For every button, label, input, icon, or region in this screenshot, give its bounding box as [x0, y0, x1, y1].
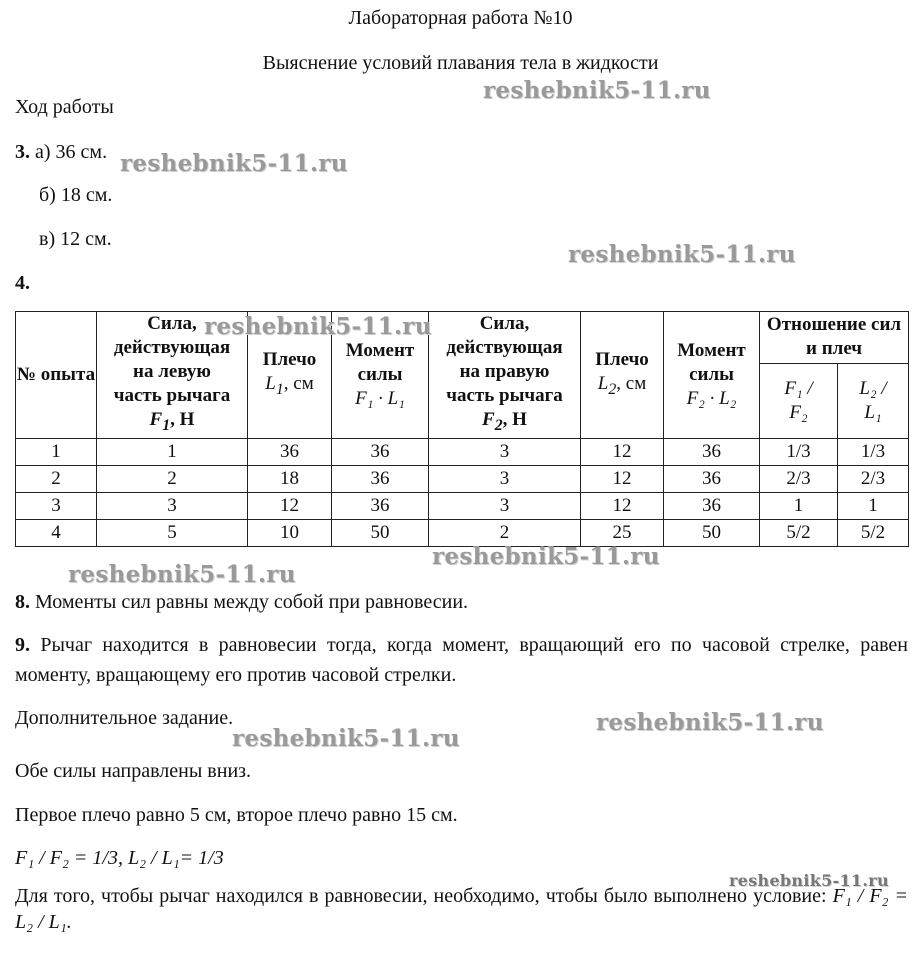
- item-3-b: б) 18 см.: [39, 184, 113, 206]
- header-left-arm-word: Плечо: [262, 349, 317, 370]
- header-left-force-line1: Сила,: [147, 313, 197, 334]
- header-right-moment-line2: силы: [689, 363, 734, 385]
- cell: 36: [248, 438, 332, 465]
- header-right-force-line3: на правую: [459, 361, 550, 382]
- header-right-arm: [581, 312, 664, 439]
- cell: 2: [97, 465, 248, 492]
- cell: 5/2: [760, 519, 838, 546]
- extra-task-p2: Первое плечо равно 5 см, второе плечо равно 15 см.: [15, 804, 458, 826]
- cell: 36: [664, 438, 760, 465]
- header-right-force-line1: Сила,: [479, 313, 530, 334]
- page-title: Лабораторная работа №10: [348, 7, 573, 29]
- extra-task-p3: [15, 883, 908, 935]
- item-3-number: 3.: [15, 141, 30, 163]
- item-3-c: в) 12 см.: [39, 228, 112, 250]
- header-left-force-line4: часть рычага: [113, 385, 231, 406]
- header-ratio-forces: [760, 363, 838, 438]
- header-ratio-arms-bottom: L₁: [864, 401, 882, 423]
- cell: 2/3: [838, 465, 909, 492]
- cell: 4: [16, 519, 97, 546]
- formula-f2-l2: F₂ · L₂: [686, 387, 737, 409]
- item-4: [15, 271, 30, 295]
- cell: 1: [838, 492, 909, 519]
- cell: 3: [16, 492, 97, 519]
- header-right-moment-line1: Момент: [677, 339, 746, 361]
- cell: 2: [429, 519, 581, 546]
- cell: 12: [581, 492, 664, 519]
- extra-task-title: Дополнительное задание.: [15, 707, 234, 729]
- cell: 36: [664, 492, 760, 519]
- item-9-number: 9.: [15, 634, 30, 656]
- item-9-text: Рычаг находится в равновесии тогда, когда момент, вращающий его по часовой стрелке, равен моменту, вращающему его против часовой стрелки.: [15, 634, 909, 686]
- item-3-a: а) 36 см.: [35, 141, 108, 163]
- cell: 12: [248, 492, 332, 519]
- cell: 3: [97, 492, 248, 519]
- cell: 5/2: [838, 519, 909, 546]
- watermark: reshebnik5-11.ru: [729, 871, 889, 890]
- cell: 10: [248, 519, 332, 546]
- item-8-number: 8.: [15, 591, 30, 613]
- header-left-force-line2: действующая: [113, 337, 231, 358]
- symbol-f1-sub: 1: [162, 416, 171, 434]
- watermark: reshebnik5-11.ru: [432, 543, 660, 570]
- item-4-number: 4.: [15, 272, 30, 294]
- cell: 1: [16, 438, 97, 465]
- header-right-moment: [664, 312, 760, 439]
- header-ratio-group: Отношение сил и плеч: [760, 312, 909, 364]
- watermark: reshebnik5-11.ru: [232, 725, 460, 752]
- symbol-f1: F: [149, 409, 163, 430]
- header-ratio-arms-top: L₂ /: [859, 377, 887, 399]
- watermark: reshebnik5-11.ru: [596, 709, 824, 736]
- cell: 36: [332, 465, 429, 492]
- cell: 36: [332, 438, 429, 465]
- watermark: reshebnik5-11.ru: [68, 561, 296, 588]
- symbol-l2-sub: 2: [608, 380, 617, 398]
- watermark: reshebnik5-11.ru: [120, 150, 348, 177]
- cell: 18: [248, 465, 332, 492]
- symbol-f2-sub: 2: [494, 416, 503, 434]
- extra-task-p1: Обе силы направлены вниз.: [15, 760, 252, 782]
- unit-newton-right: , Н: [502, 409, 527, 430]
- page-subtitle: Выяснение условий плавания тела в жидкости: [262, 52, 659, 74]
- cell: 36: [332, 492, 429, 519]
- watermark: reshebnik5-11.ru: [483, 77, 711, 104]
- cell: 2: [16, 465, 97, 492]
- cell: 5: [97, 519, 248, 546]
- item-9: [15, 630, 908, 690]
- header-ratio-forces-bottom: F₂: [789, 401, 808, 423]
- section-heading: Ход работы: [15, 96, 114, 118]
- header-right-arm-word: Плечо: [595, 349, 649, 370]
- symbol-l1: L: [265, 373, 276, 394]
- symbol-l1-sub: 1: [275, 380, 284, 398]
- symbol-f2: F: [482, 409, 495, 430]
- formula-f1-l1: F₁ · L₁: [355, 387, 405, 409]
- watermark: reshebnik5-11.ru: [568, 241, 796, 268]
- item-8-text: Моменты сил равны между собой при равновесии.: [35, 591, 469, 613]
- header-left-moment-line1: Момент: [345, 339, 415, 361]
- cell: 1/3: [838, 438, 909, 465]
- cell: 36: [664, 465, 760, 492]
- item-3: [15, 140, 107, 164]
- unit-cm-right: , см: [616, 373, 647, 394]
- cell: 1: [760, 492, 838, 519]
- cell: 1: [97, 438, 248, 465]
- table-row: [16, 438, 909, 465]
- header-ratio-arms: [838, 363, 909, 438]
- header-right-force: [429, 312, 581, 439]
- extra-task-p3-text: Для того, чтобы рычаг находился в равновесии, необходимо, чтобы было выполнено условие:: [15, 885, 827, 907]
- cell: 3: [429, 492, 581, 519]
- lever-table: [15, 311, 909, 547]
- extra-task-condition: F₁ / F₂ = L₂ / L₁.: [15, 885, 909, 933]
- cell: 3: [429, 438, 581, 465]
- watermark: reshebnik5-11.ru: [204, 313, 432, 340]
- header-left-force-line3: на левую: [133, 361, 211, 382]
- cell: 50: [664, 519, 760, 546]
- cell: 12: [581, 438, 664, 465]
- table-body: [16, 438, 909, 546]
- header-experiment-number: № опыта: [16, 312, 97, 439]
- cell: 50: [332, 519, 429, 546]
- cell: 3: [429, 465, 581, 492]
- header-left-moment-line2: силы: [357, 363, 403, 385]
- unit-cm-left: , см: [283, 373, 314, 394]
- extra-task-formula: F₁ / F₂ = 1/3, L₂ / L₁= 1/3: [15, 847, 224, 869]
- cell: 12: [581, 465, 664, 492]
- header-ratio-forces-top: F₁ /: [784, 377, 813, 399]
- table-row: [16, 465, 909, 492]
- symbol-l2: L: [597, 373, 609, 394]
- cell: 2/3: [760, 465, 838, 492]
- unit-newton-left: , Н: [170, 409, 195, 430]
- table-row: [16, 492, 909, 519]
- header-right-force-line2: действующая: [446, 337, 563, 358]
- cell: 25: [581, 519, 664, 546]
- header-right-force-line4: часть рычага: [446, 385, 563, 406]
- item-8: [15, 587, 908, 617]
- cell: 1/3: [760, 438, 838, 465]
